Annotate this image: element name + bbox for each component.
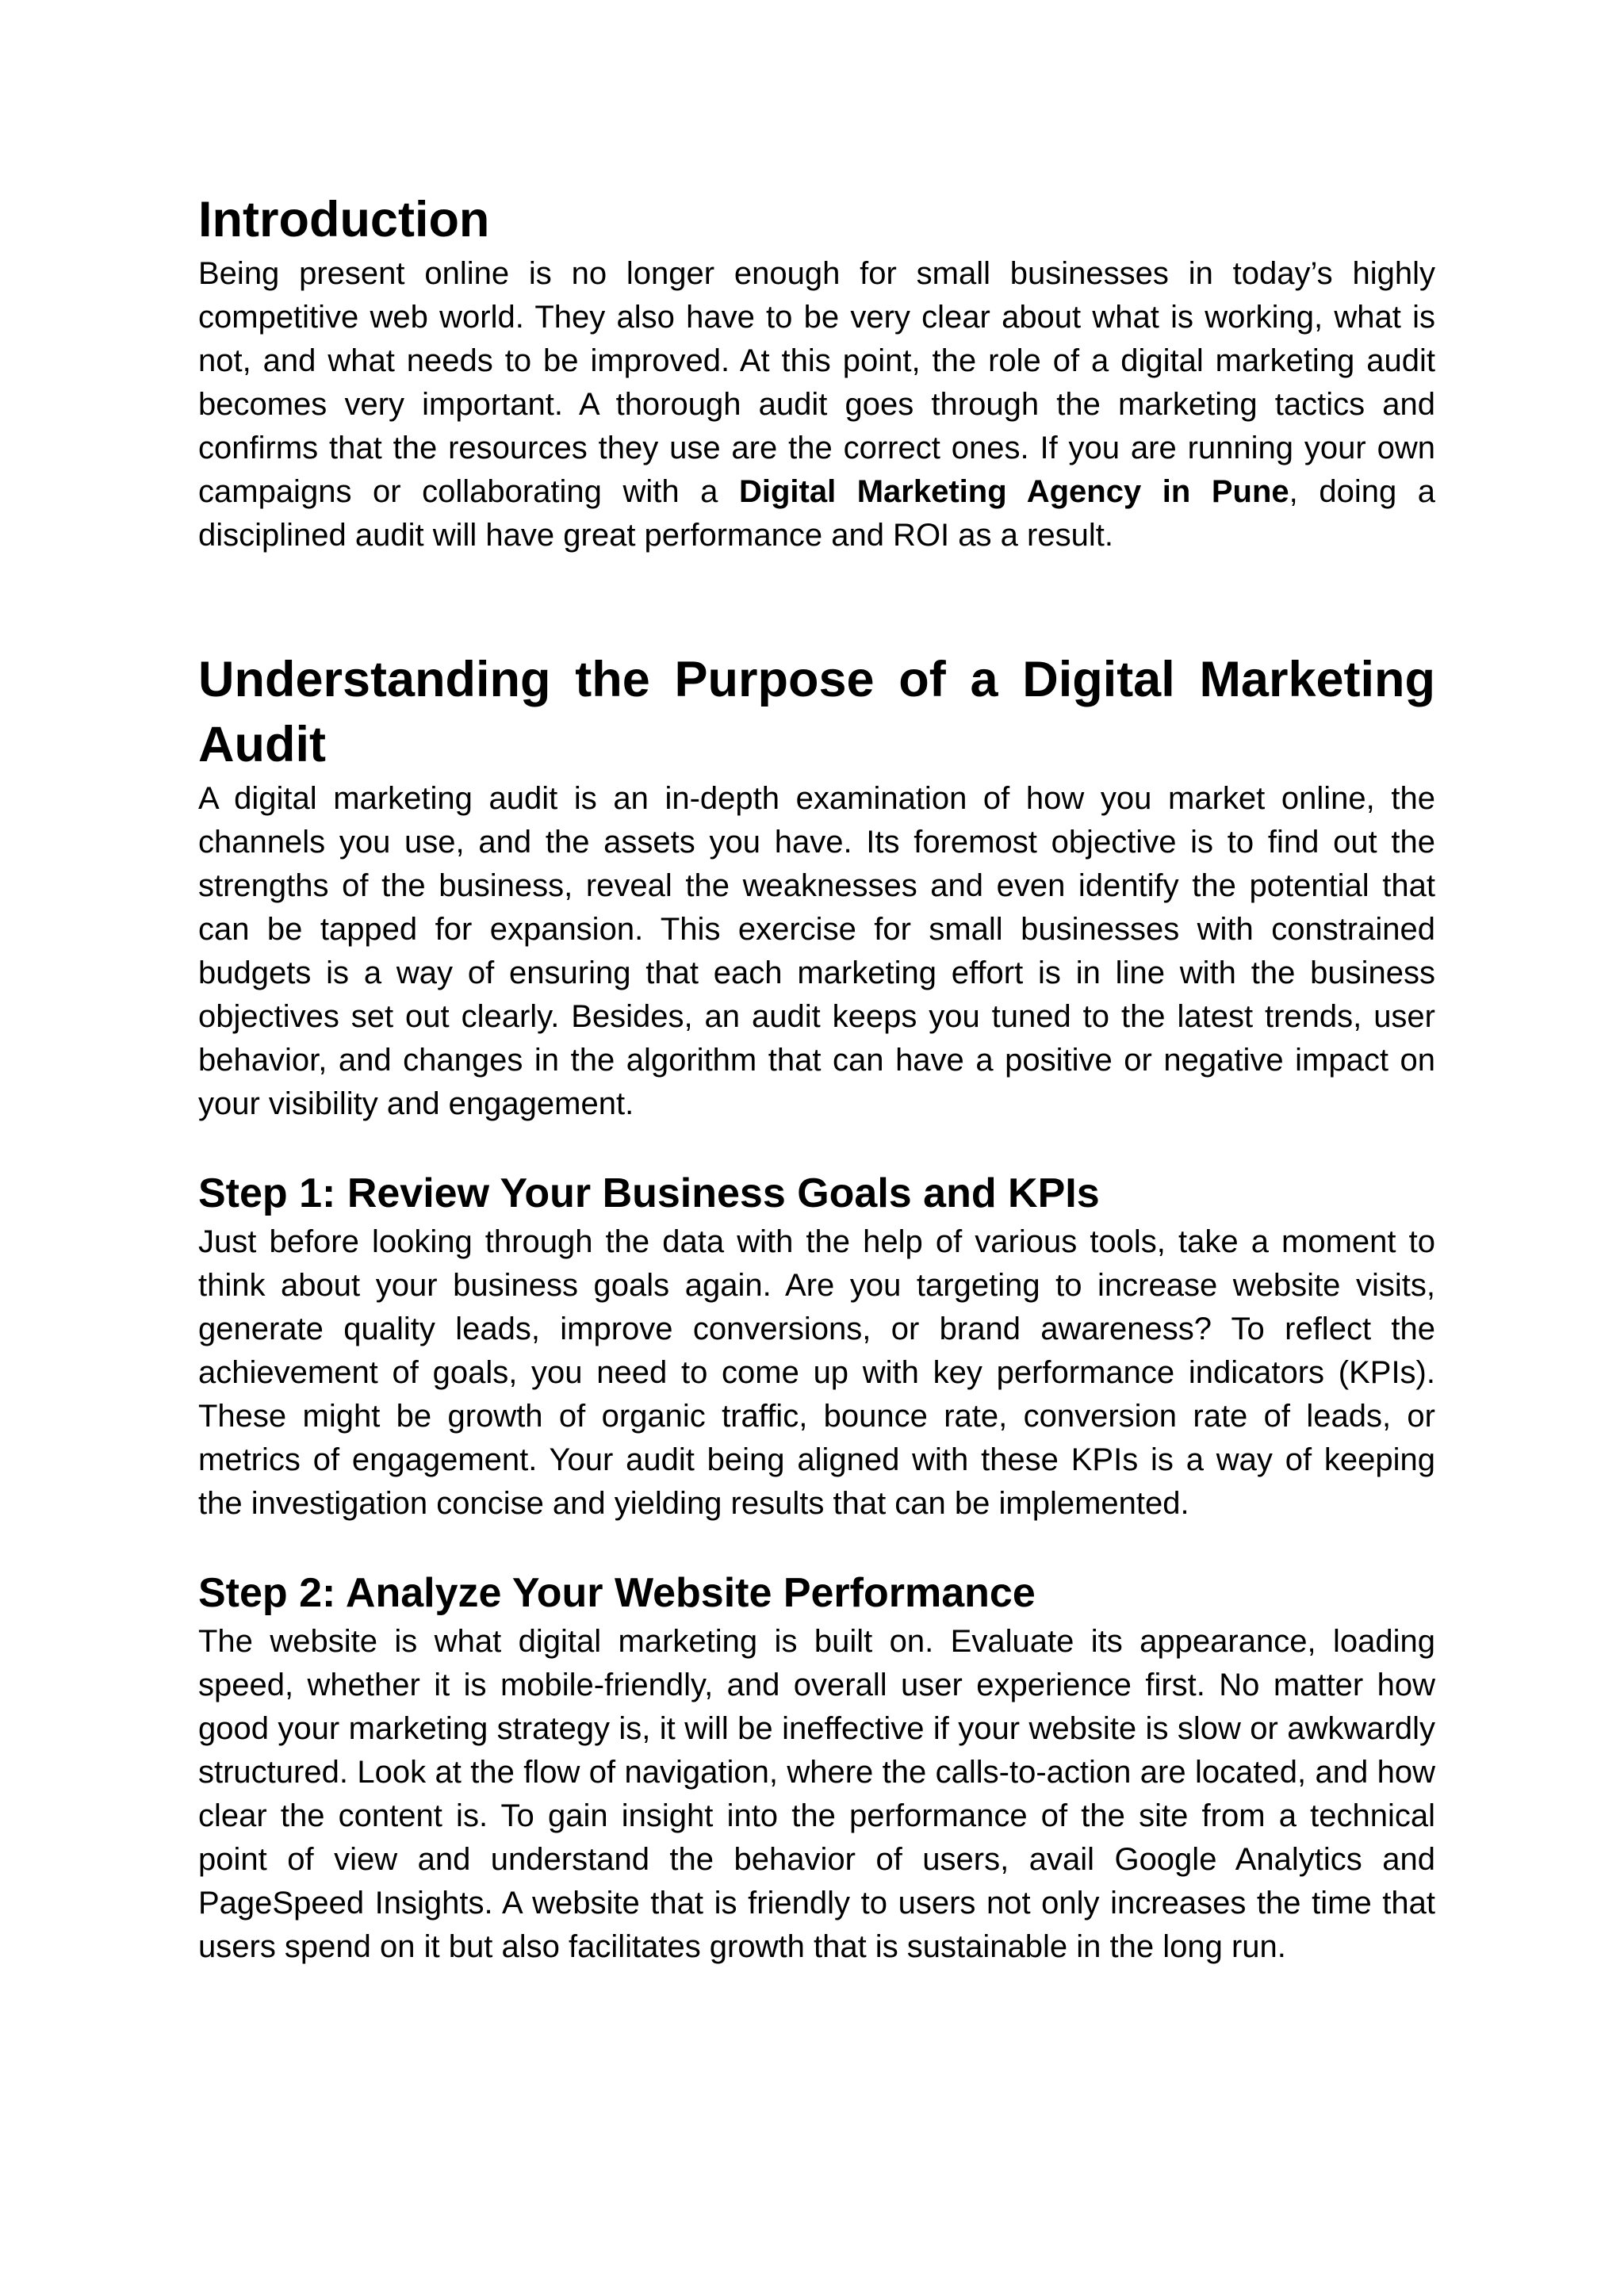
intro-text-before: Being present online is no longer enough for small businesses in today’s highly competitive web world. They also have to be very clear about what is working, what is not, and what needs to be improved. At this point, the role of a digital marketing audit becomes very important. A thorough audit goes through the marketing tactics and confirms that the resources they use are the correct ones. If you are running your own campaigns or collaborating with a: [198, 256, 1435, 509]
heading-purpose: Understanding the Purpose of a Digital Marketing Audit: [198, 652, 1435, 772]
paragraph-step-2: The website is what digital marketing is built on. Evaluate its appearance, loading speed, whether it is mobile-friendly, and overall user experience first. No matter how good your marketing strategy is, it will be ineffective if your website is slow or awkwardly structured. Look at the flow of navigation, where the calls-to-action are located, and how clear the content is. To gain insight into the performance of the site from a technical point of view and understand the behavior of users, avail Google Analytics and PageSpeed Insights. A website that is friendly to users not only increases the time that users spend on it but also facilitates growth that is sustainable in the long run.: [198, 1624, 1435, 1964]
heading-introduction: Introduction: [198, 192, 490, 247]
intro-bold-agency: Digital Marketing Agency in Pune: [738, 474, 1289, 509]
paragraph-step-1: Just before looking through the data with the help of various tools, take a moment to think about your business goals again. Are you targeting to increase website visits, generate quality leads, improve conversions, or brand awareness? To reflect the achievement of goals, you need to come up with key performance indicators (KPIs). These might be growth of organic traffic, bounce rate, conversion rate of leads, or metrics of engagement. Your audit being aligned with these KPIs is a way of keeping the investigation concise and yielding results that can be implemented.: [198, 1224, 1435, 1521]
intro-text-after: , doing a disciplined audit will have great performance and ROI as a result.: [198, 474, 1435, 553]
paragraph-introduction: [198, 252, 1435, 557]
paragraph-purpose: A digital marketing audit is an in-depth examination of how you market online, the channels you use, and the assets you have. Its foremost objective is to find out the strengths of the business, reveal the weaknesses and even identify the potential that can be tapped for expansion. This exercise for small businesses with constrained budgets is a way of ensuring that each marketing effort is in line with the business objectives set out clearly. Besides, an audit keeps you tuned to the latest trends, user behavior, and changes in the algorithm that can have a positive or negative impact on your visibility and engagement.: [198, 781, 1435, 1121]
heading-step-1: Step 1: Review Your Business Goals and KPIs: [198, 1170, 1100, 1216]
document-page: [198, 187, 1435, 1969]
heading-step-2: Step 2: Analyze Your Website Performance: [198, 1570, 1036, 1616]
